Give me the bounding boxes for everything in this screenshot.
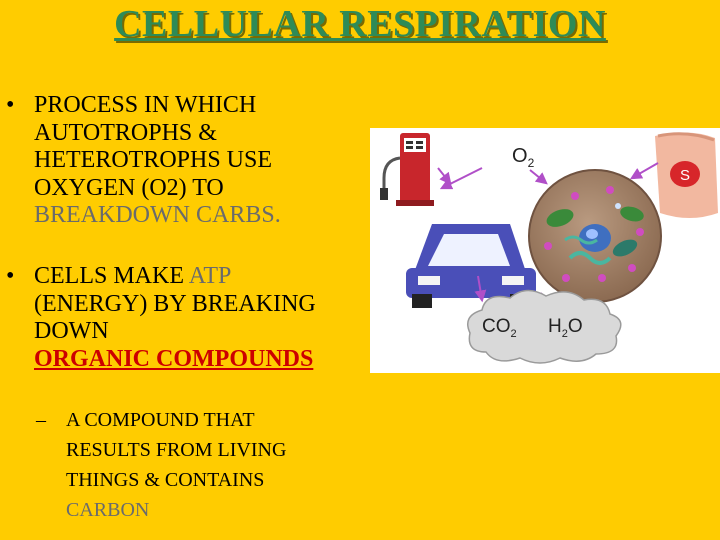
bullet-text bbox=[34, 92, 366, 230]
respiration-illustration bbox=[370, 128, 720, 373]
bullet-text bbox=[34, 263, 366, 373]
sub-bullet-compound-definition bbox=[36, 405, 356, 525]
sub-bullet-text bbox=[66, 405, 356, 525]
sub-bullet-marker: – bbox=[36, 409, 46, 431]
bullet1-line-2: AUTOTROPHS & bbox=[34, 119, 217, 146]
bullet2-line-1: (ENERGY) BY BREAKING bbox=[34, 290, 316, 317]
organic-compounds-term: ORGANIC COMPOUNDS bbox=[34, 345, 314, 372]
gas-pump-icon bbox=[380, 133, 434, 206]
bullet2-pre: CELLS MAKE bbox=[34, 263, 189, 289]
sugar-bag-icon bbox=[655, 132, 718, 218]
bullet1-highlight: BREAKDOWN CARBS. bbox=[34, 202, 281, 228]
arrow-oxygen-to-cell bbox=[530, 170, 546, 183]
slide-title: CELLULAR RESPIRATION bbox=[114, 3, 606, 45]
carbon-dioxide-label: $CO_2$ bbox=[482, 316, 517, 340]
sub-line-1: A COMPOUND THAT bbox=[66, 409, 255, 431]
sub-line-2: RESULTS FROM LIVING bbox=[66, 439, 287, 461]
bullet-atp bbox=[6, 263, 366, 373]
bullet-process-definition bbox=[6, 92, 366, 230]
sugar-bag-label: S bbox=[679, 167, 691, 184]
sub-highlight: CARBON bbox=[66, 499, 150, 521]
bullet1-line-3: HETEROTROPHS USE bbox=[34, 147, 273, 173]
oxygen-label: $O_2$ bbox=[512, 145, 535, 170]
water-label: $H_2O$ bbox=[548, 316, 583, 340]
bullet-marker: • bbox=[6, 263, 15, 289]
bullet1-line-4: OXYGEN (O2) TO bbox=[34, 174, 224, 201]
cell-icon bbox=[529, 170, 661, 302]
bullet-marker: • bbox=[6, 92, 15, 118]
arrow-pump-to-car bbox=[438, 168, 450, 183]
bullet2-line-2: DOWN bbox=[34, 318, 109, 344]
arrow-sugar-to-cell bbox=[632, 163, 658, 178]
atp-term: ATP bbox=[188, 263, 232, 289]
sub-line-3: THINGS & CONTAINS bbox=[66, 469, 265, 491]
bullet1-line-1: PROCESS IN WHICH bbox=[34, 92, 257, 118]
arrow-oxygen-to-car bbox=[442, 168, 482, 188]
